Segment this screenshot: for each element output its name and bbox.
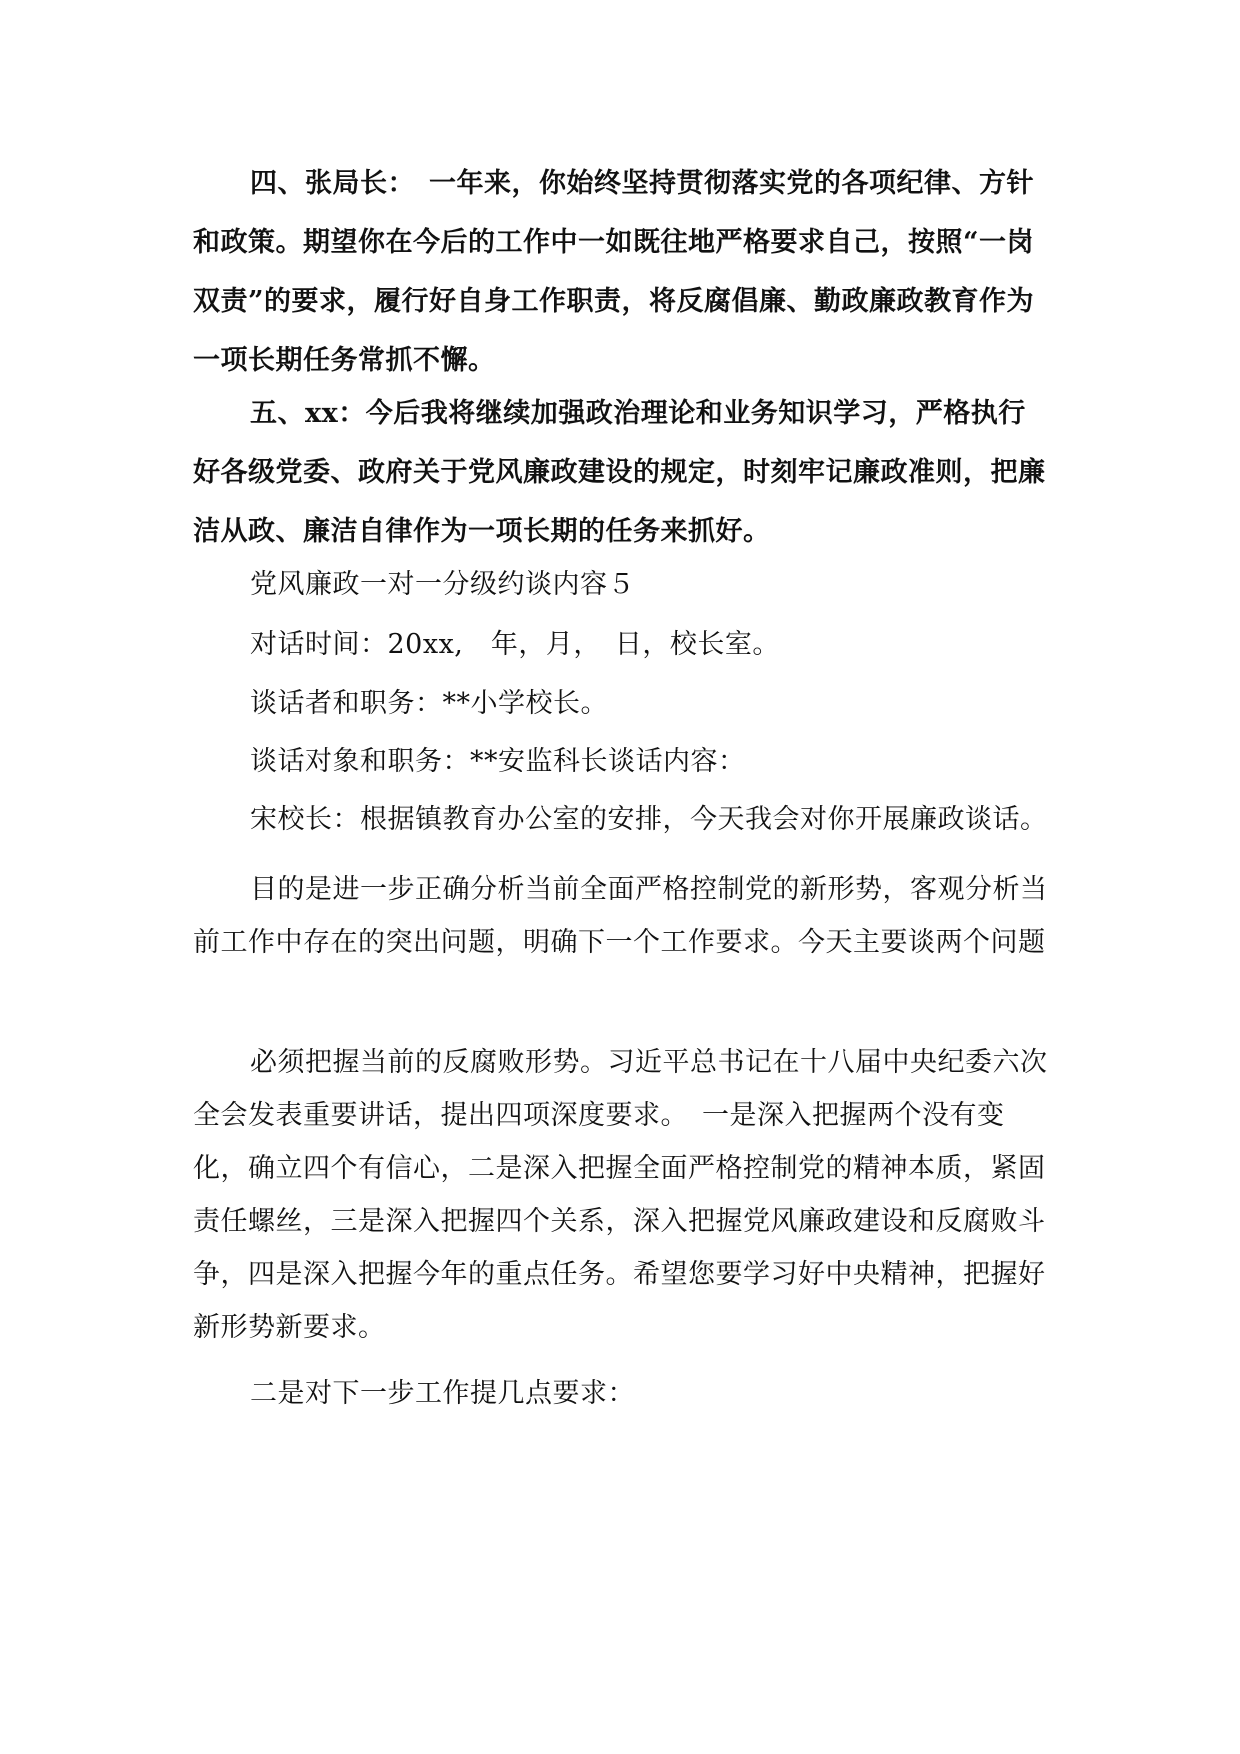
- section-title: 党风廉政一对一分级约谈内容５: [250, 569, 635, 600]
- target-and-position: 谈话对象和职务：**安监科长谈话内容：: [250, 746, 746, 777]
- paragraph-xx-response: 五、xx：今后我将继续加强政治理论和业务知识学习，严格执行好各级党委、政府关于党风廉政建设的规定，时刻牢记廉政准则，把廉洁从政、廉洁自律作为一项长期的任务来抓好。: [193, 398, 1046, 547]
- paragraph-next-requirements: 二是对下一步工作提几点要求：: [250, 1378, 635, 1409]
- speaker-and-position: 谈话者和职务：**小学校长。: [250, 688, 608, 719]
- paragraph-anti-corruption-situation: 必须把握当前的反腐败形势。习近平总书记在十八届中央纪委六次全会发表重要讲话，提出四项深度要求。 一是深入把握两个没有变化，确立四个有信心，二是深入把握全面严格控制党的精神本质，紧固责任螺丝，三是深入把握四个关系，深入把握党风廉政建设和反腐败斗争，四是深入把握今年的重点任务。希望您要学习好中央精神，把握好新形势新要求。: [193, 1047, 1048, 1343]
- principal-song-opening: 宋校长：根据镇教育办公室的安排，今天我会对你开展廉政谈话。: [250, 804, 1048, 835]
- paragraph-purpose: 目的是进一步正确分析当前全面严格控制党的新形势，客观分析当前工作中存在的突出问题，明确下一个工作要求。今天主要谈两个问题: [193, 874, 1048, 958]
- dialogue-time: 对话时间：20xx, 年，月， 日，校长室。: [250, 629, 780, 660]
- paragraph-director-zhang: 四、张局长： 一年来，你始终坚持贯彻落实党的各项纪律、方针和政策。期望你在今后的工作中一如既往地严格要求自己，按照“一岗双责”的要求，履行好自身工作职责，将反腐倡廉、勤政廉政教育作为一项长期任务常抓不懈。: [193, 168, 1035, 376]
